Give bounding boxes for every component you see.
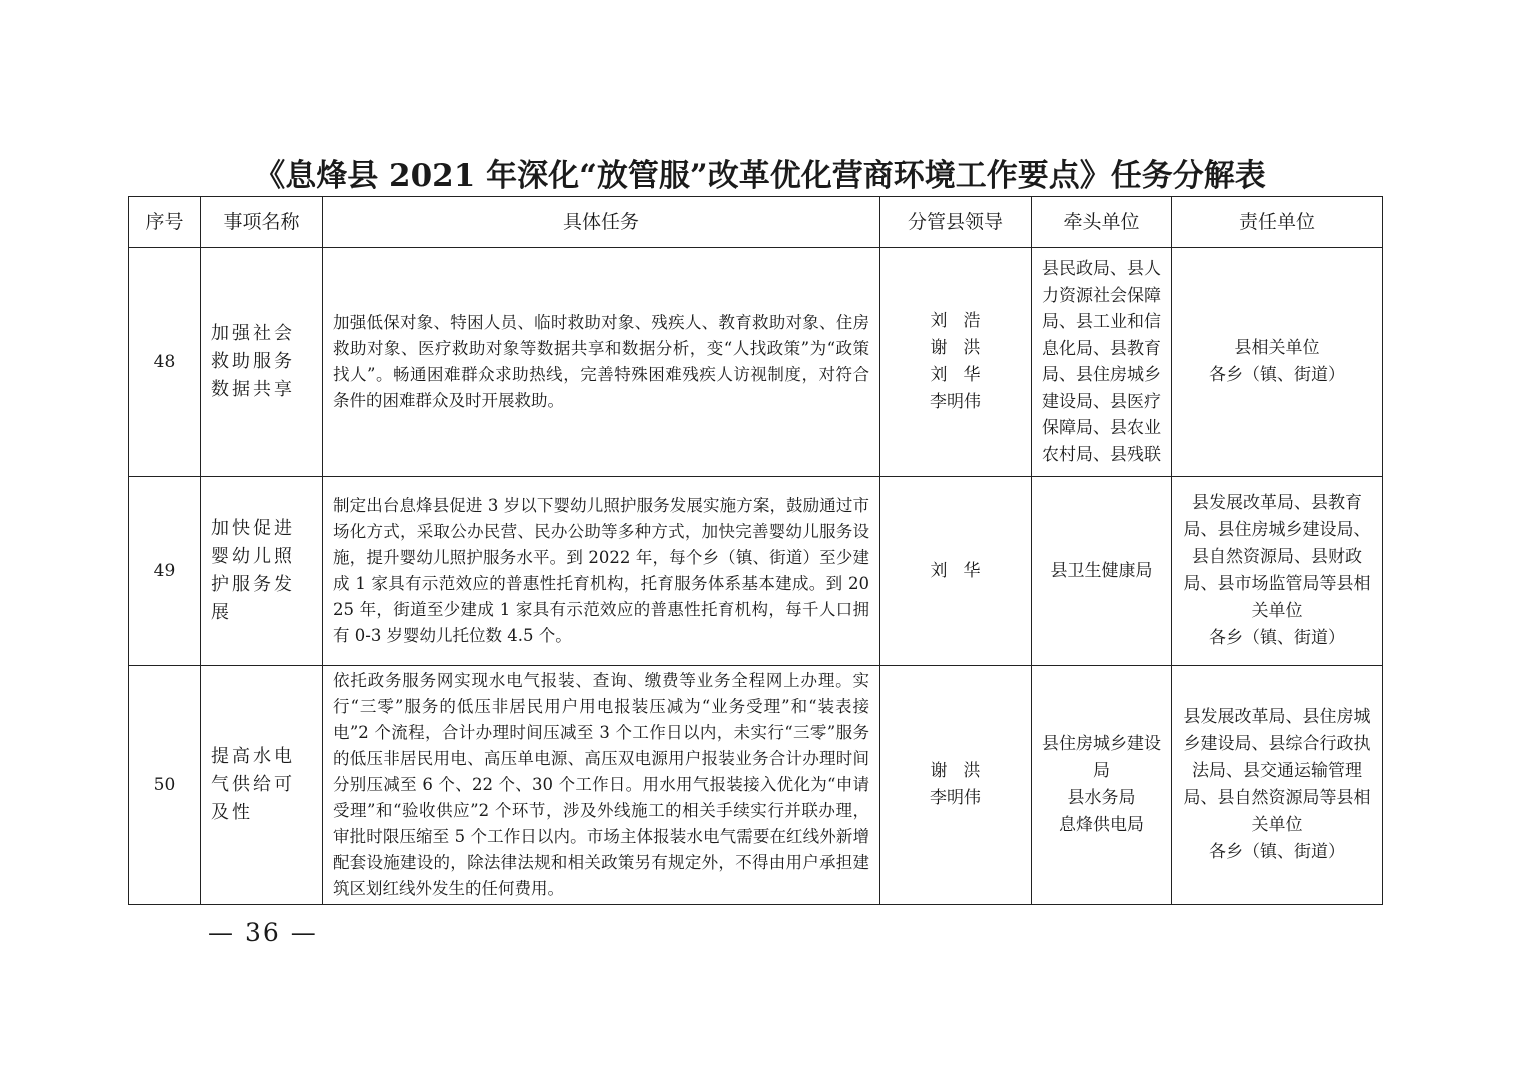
table-row [129, 477, 1383, 666]
table-row [129, 248, 1383, 477]
task-table [128, 196, 1383, 905]
header-leader: 分管县领导 [880, 197, 1032, 248]
header-item-name: 事项名称 [201, 197, 323, 248]
responsible-unit-line: 各乡（镇、街道） [1209, 365, 1345, 385]
leader-name: 刘浩 [930, 311, 997, 331]
row-task: 加强低保对象、特困人员、临时救助对象、残疾人、教育救助对象、住房救助对象、医疗救助对象等数据共享和数据分析，变“人找政策”为“政策找人”。畅通困难群众求助热线，完善特殊困难残疾人访视制度，对符合条件的困难群众及时开展救助。 [323, 248, 880, 477]
row-leaders [880, 248, 1032, 477]
table-row [129, 666, 1383, 905]
responsible-unit-line: 县相关单位 [1234, 338, 1320, 358]
row-item-name: 提高水电气供给可及性 [201, 666, 323, 905]
header-number: 序号 [129, 197, 201, 248]
lead-unit-line: 息烽供电局 [1059, 815, 1144, 835]
lead-unit-line: 县水务局 [1067, 788, 1136, 808]
row-responsible-unit [1172, 477, 1383, 666]
responsible-unit-line: 各乡（镇、街道） [1209, 842, 1345, 862]
row-number: 49 [129, 477, 201, 666]
row-lead-unit [1032, 666, 1172, 905]
row-task: 制定出台息烽县促进 3 岁以下婴幼儿照护服务发展实施方案，鼓励通过市场化方式，采取公办民营、民办公助等多种方式，加快完善婴幼儿服务设施，提升婴幼儿照护服务水平。到 2022 年，每个乡（镇、街道）至少建成 1 家具有示范效应的普惠性托育机构，托育服务体系基本建成。到 2025 年，街道至少建成 1 家具有示范效应的普惠性托育机构，每千人口拥有 0-3 岁婴幼儿托位数 4.5 个。 [323, 477, 880, 666]
row-leaders [880, 666, 1032, 905]
page-title: 《息烽县 2021 年深化“放管服”改革优化营商环境工作要点》任务分解表 [254, 158, 1266, 194]
responsible-unit-line: 各乡（镇、街道） [1209, 628, 1345, 648]
header-responsible-unit: 责任单位 [1172, 197, 1383, 248]
header-task: 具体任务 [323, 197, 880, 248]
row-item-name: 加强社会救助服务数据共享 [201, 248, 323, 477]
leader-name: 谢洪 [930, 761, 997, 781]
row-responsible-unit [1172, 666, 1383, 905]
responsible-unit-line: 县发展改革局、县住房城乡建设局、县综合行政执法局、县交通运输管理局、县自然资源局等县相关单位 [1183, 707, 1371, 835]
leader-name: 李明伟 [930, 392, 981, 412]
row-lead-unit: 县民政局、县人力资源社会保障局、县工业和信息化局、县教育局、县住房城乡建设局、县医疗保障局、县农业农村局、县残联 [1032, 248, 1172, 477]
leader-name: 刘华 [930, 365, 997, 385]
row-lead-unit: 县卫生健康局 [1032, 477, 1172, 666]
leader-name: 谢洪 [930, 338, 997, 358]
row-responsible-unit [1172, 248, 1383, 477]
row-task: 依托政务服务网实现水电气报装、查询、缴费等业务全程网上办理。实行“三零”服务的低压非居民用户用电报装压减为“业务受理”和“装表接电”2 个流程，合计办理时间压减至 3 个工作日以内，未实行“三零”服务的低压非居民用电、高压单电源、高压双电源用户报装业务合计办理时间分别压减至 6 个、22 个、30 个工作日。用水用气报装接入优化为“申请受理”和“验收供应”2 个环节，涉及外线施工的相关手续实行并联办理，审批时限压缩至 5 个工作日以内。市场主体报装水电气需要在红线外新增配套设施建设的，除法律法规和相关政策另有规定外，不得由用户承担建筑区划红线外发生的任何费用。 [323, 666, 880, 905]
row-number: 48 [129, 248, 201, 477]
page-number: — 36 — [208, 918, 318, 947]
leader-name: 李明伟 [930, 788, 981, 808]
lead-unit-line: 县住房城乡建设局 [1042, 734, 1161, 781]
row-number: 50 [129, 666, 201, 905]
row-leaders [880, 477, 1032, 666]
row-item-name: 加快促进婴幼儿照护服务发展 [201, 477, 323, 666]
responsible-unit-line: 县发展改革局、县教育局、县住房城乡建设局、县自然资源局、县财政局、县市场监管局等县相关单位 [1183, 493, 1371, 621]
leader-name: 刘华 [930, 560, 997, 581]
table-header-row [129, 197, 1383, 248]
header-lead-unit: 牵头单位 [1032, 197, 1172, 248]
